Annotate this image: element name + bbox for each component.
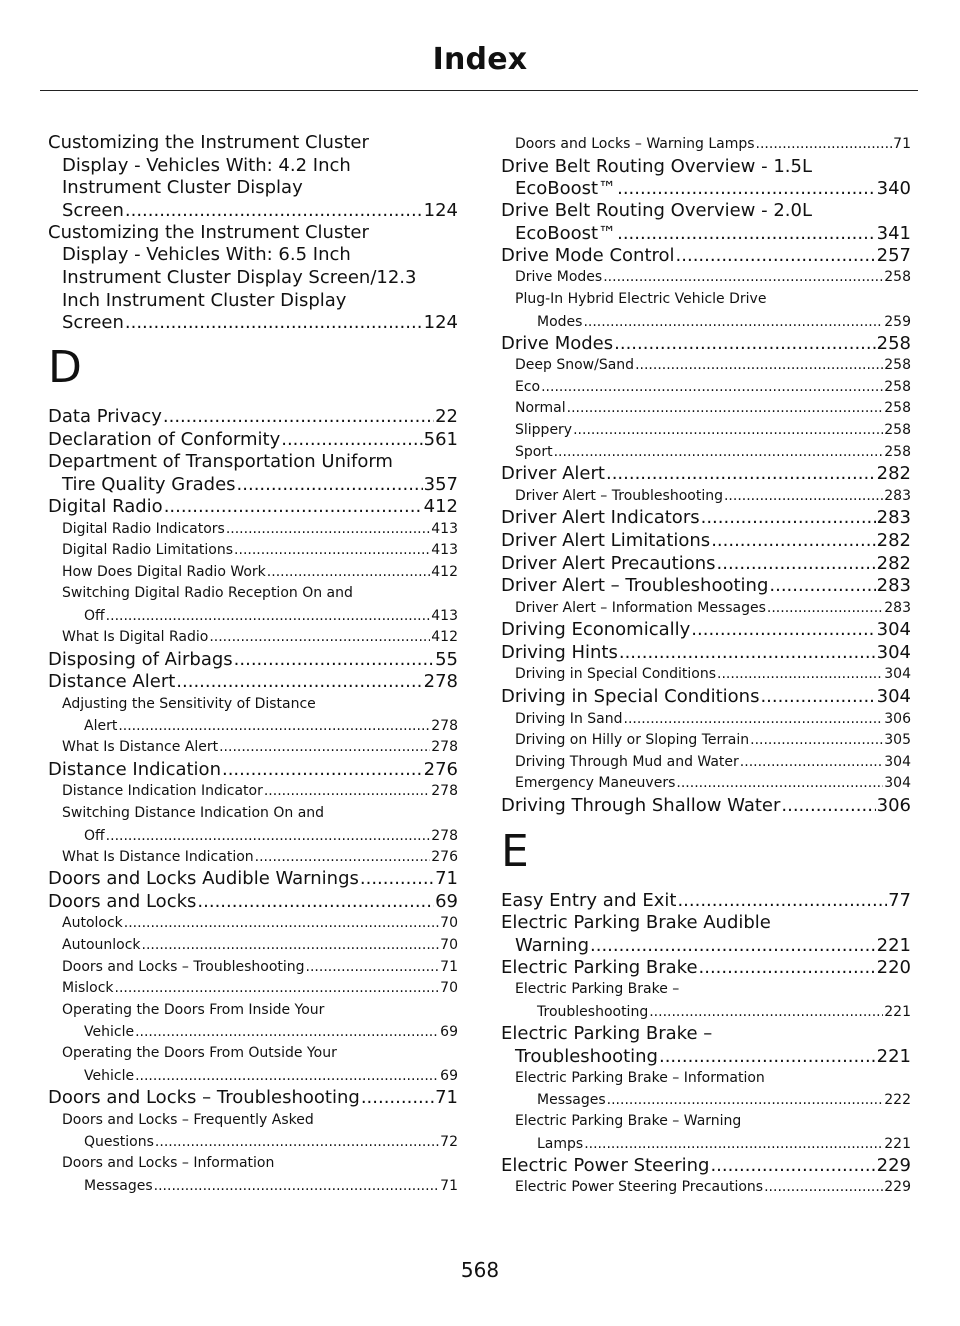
page-ref: 306 (884, 710, 911, 727)
index-entry[interactable]: Doors and Locks ..... 69 (48, 891, 458, 914)
page-ref: 221 (884, 1135, 911, 1152)
section-letter-e: E (501, 825, 529, 877)
index-subentry[interactable]: Switching Digital Radio Reception On and Off ..... 413 (48, 583, 458, 627)
page-ref: 561 (423, 428, 458, 450)
page-ref: 258 (884, 443, 911, 460)
page-ref: 357 (423, 473, 458, 495)
index-entry[interactable]: Drive Mode Control ..... 257 (501, 245, 911, 268)
page-ref: 276 (423, 758, 458, 780)
index-subentry[interactable]: Electric Parking Brake – Information Messages ..... 222 (501, 1068, 911, 1112)
index-subentry[interactable]: Normal ..... 258 (501, 398, 911, 420)
index-column-right (501, 134, 911, 1199)
index-entry[interactable]: Easy Entry and Exit ..... 77 (501, 890, 911, 913)
page-title: Index (432, 42, 528, 77)
page-ref: 220 (876, 956, 911, 978)
page-ref: 278 (431, 718, 458, 735)
index-subentry[interactable]: Electric Power Steering Precautions ..... 229 (501, 1177, 911, 1199)
index-subentry[interactable]: Operating the Doors From Outside Your Vehicle ..... 69 (48, 1043, 458, 1087)
page-ref: 278 (423, 671, 458, 693)
page-ref: 258 (884, 269, 911, 286)
index-subentry[interactable]: Driving on Hilly or Sloping Terrain ..... 305 (501, 730, 911, 752)
page-ref: 413 (431, 542, 458, 559)
page-ref: 71 (435, 868, 458, 890)
page-ref: 222 (884, 1092, 911, 1109)
index-entry[interactable]: Department of Transportation Uniform Tire Quality Grades ..... 357 (48, 451, 458, 496)
index-entry[interactable]: Driver Alert Limitations ..... 282 (501, 530, 911, 553)
index-subentry[interactable]: Drive Modes ..... 258 (501, 267, 911, 289)
page-ref: 229 (876, 1154, 911, 1176)
index-subentry[interactable]: Slippery ..... 258 (501, 420, 911, 442)
index-subentry[interactable]: Deep Snow/Sand ..... 258 (501, 355, 911, 377)
title-divider (40, 90, 918, 91)
index-subentry[interactable]: Mislock ..... 70 (48, 978, 458, 1000)
index-subentry[interactable]: Driving in Special Conditions ..... 304 (501, 664, 911, 686)
section-letter-d: D (48, 342, 82, 394)
index-entry[interactable]: Declaration of Conformity ..... 561 (48, 429, 458, 452)
page-ref: 413 (431, 520, 458, 537)
index-subentry[interactable]: Driver Alert – Troubleshooting ..... 283 (501, 486, 911, 508)
index-subentry[interactable]: Distance Indication Indicator ..... 278 (48, 781, 458, 803)
index-subentry[interactable]: Autolock ..... 70 (48, 913, 458, 935)
page-ref: 283 (876, 507, 911, 529)
page-ref: 305 (884, 732, 911, 749)
index-entry[interactable]: Digital Radio ..... 412 (48, 496, 458, 519)
index-entry[interactable]: Doors and Locks – Troubleshooting ..... 71 (48, 1087, 458, 1110)
page-ref: 69 (435, 890, 458, 912)
page-ref: 412 (431, 628, 458, 645)
index-subentry[interactable]: How Does Digital Radio Work ..... 412 (48, 562, 458, 584)
page-ref: 69 (440, 1024, 458, 1041)
page-ref: 258 (884, 421, 911, 438)
page-ref: 304 (884, 753, 911, 770)
page-ref: 341 (876, 222, 911, 244)
index-entry[interactable]: Customizing the Instrument Cluster Display - Vehicles With: 6.5 Inch Instrument Cluster Display Screen/12.3 Inch Instrument Cluster Display Screen ..... 124 (48, 222, 458, 334)
index-entry[interactable]: Driving Hints ..... 304 (501, 642, 911, 665)
page-ref: 282 (876, 463, 911, 485)
page-ref: 229 (884, 1179, 911, 1196)
index-subentry[interactable]: Doors and Locks – Frequently Asked Questions ..... 72 (48, 1110, 458, 1154)
page-ref: 70 (440, 980, 458, 997)
index-entry[interactable]: Driving Through Shallow Water ..... 306 (501, 795, 911, 818)
index-subentry[interactable]: Emergency Maneuvers ..... 304 (501, 773, 911, 795)
page-ref: 258 (884, 378, 911, 395)
index-subentry[interactable]: What Is Digital Radio ..... 412 (48, 627, 458, 649)
page-ref: 71 (440, 1177, 458, 1194)
page-ref: 221 (876, 934, 911, 956)
index-subentry[interactable]: What Is Distance Alert ..... 278 (48, 737, 458, 759)
index-subentry[interactable]: Plug-In Hybrid Electric Vehicle Drive Modes ..... 259 (501, 289, 911, 333)
page-ref: 259 (884, 313, 911, 330)
index-subentry[interactable]: Digital Radio Limitations ..... 413 (48, 540, 458, 562)
page-ref: 258 (876, 332, 911, 354)
page-ref: 278 (431, 783, 458, 800)
index-entry[interactable]: Driver Alert Indicators ..... 283 (501, 507, 911, 530)
index-entry[interactable]: Driver Alert Precautions ..... 282 (501, 553, 911, 576)
page-ref: 221 (884, 1004, 911, 1020)
page-number: 568 (460, 1258, 500, 1282)
page-ref: 304 (876, 686, 911, 708)
index-entry[interactable]: Distance Indication ..... 276 (48, 759, 458, 782)
page-ref: 71 (893, 136, 911, 152)
index-subentry[interactable]: Electric Parking Brake – Troubleshooting ..... 221 (501, 979, 911, 1023)
page-ref: 282 (876, 552, 911, 574)
page-ref: 304 (876, 619, 911, 641)
index-subentry[interactable]: Driving In Sand ..... 306 (501, 709, 911, 731)
index-subentry[interactable]: Operating the Doors From Inside Your Vehicle ..... 69 (48, 1000, 458, 1044)
index-entry[interactable]: Data Privacy ..... 22 (48, 406, 458, 429)
index-entry[interactable]: Electric Parking Brake ..... 220 (501, 957, 911, 980)
page-ref: 221 (876, 1045, 911, 1067)
page-ref: 278 (431, 739, 458, 756)
index-subentry[interactable]: Eco ..... 258 (501, 377, 911, 399)
index-subentry[interactable]: What Is Distance Indication ..... 276 (48, 847, 458, 869)
page-ref: 71 (440, 958, 458, 975)
page-ref: 282 (876, 529, 911, 551)
page-ref: 124 (423, 312, 458, 334)
page-ref: 278 (431, 827, 458, 844)
index-subentry[interactable]: Driver Alert – Information Messages ..... 283 (501, 598, 911, 620)
page-ref: 304 (876, 641, 911, 663)
page-ref: 283 (884, 487, 911, 504)
page-ref: 258 (884, 400, 911, 417)
page-ref: 412 (431, 563, 458, 580)
index-entry[interactable]: Doors and Locks Audible Warnings ..... 71 (48, 868, 458, 891)
index-entry[interactable]: Drive Modes ..... 258 (501, 333, 911, 356)
index-entry[interactable]: Customizing the Instrument Cluster Display - Vehicles With: 4.2 Inch Instrument Cluster Display Screen ..... 124 (48, 132, 458, 222)
page-ref: 412 (423, 495, 458, 517)
index-entry[interactable]: Electric Parking Brake Audible Warning ..... 221 (501, 912, 911, 957)
page-ref: 276 (431, 848, 458, 865)
index-entry[interactable]: Distance Alert ..... 278 (48, 671, 458, 694)
page-ref: 71 (435, 1087, 458, 1108)
page-ref: 257 (876, 244, 911, 266)
index-entry[interactable]: Drive Belt Routing Overview - 1.5L EcoBoost™ ..... 340 (501, 156, 911, 201)
index-column-left (48, 132, 458, 1197)
index-subentry[interactable]: Adjusting the Sensitivity of Distance Alert ..... 278 (48, 694, 458, 738)
index-subentry[interactable]: Doors and Locks – Troubleshooting ..... 71 (48, 957, 458, 979)
index-subentry[interactable]: Doors and Locks – Warning Lamps ..... 71 (501, 134, 911, 156)
page-ref: 72 (440, 1134, 458, 1151)
page-ref: 69 (440, 1068, 458, 1084)
page-ref: 304 (884, 775, 911, 792)
index-entry[interactable]: Driving Economically ..... 304 (501, 619, 911, 642)
index-entry[interactable]: Electric Power Steering ..... 229 (501, 1155, 911, 1178)
page-ref: 340 (876, 178, 911, 200)
index-subentry[interactable]: Driving Through Mud and Water ..... 304 (501, 752, 911, 774)
index-subentry[interactable]: Autounlock ..... 70 (48, 935, 458, 957)
index-subentry[interactable]: Doors and Locks – Information Messages ..... 71 (48, 1153, 458, 1197)
index-entry[interactable]: Electric Parking Brake – Troubleshooting ..... 221 (501, 1023, 911, 1068)
page-ref: 124 (423, 199, 458, 221)
index-subentry[interactable]: Electric Parking Brake – Warning Lamps ..... 221 (501, 1111, 911, 1155)
page-ref: 70 (440, 937, 458, 954)
page-ref: 22 (435, 406, 458, 428)
page-ref: 283 (876, 575, 911, 597)
page-ref: 283 (884, 599, 911, 616)
index-entry[interactable]: Disposing of Airbags ..... 55 (48, 649, 458, 672)
page-ref: 258 (884, 357, 911, 374)
index-entry[interactable]: Drive Belt Routing Overview - 2.0L EcoBoost™ ..... 341 (501, 200, 911, 245)
page-ref: 304 (884, 666, 911, 683)
index-subentry[interactable]: Switching Distance Indication On and Off ..... 278 (48, 803, 458, 847)
page-ref: 70 (440, 915, 458, 932)
page-ref: 55 (435, 648, 458, 670)
index-subentry[interactable]: Digital Radio Indicators ..... 413 (48, 519, 458, 541)
page-ref: 306 (876, 795, 911, 817)
index-entry[interactable]: Driving in Special Conditions ..... 304 (501, 686, 911, 709)
index-subentry[interactable]: Sport ..... 258 (501, 442, 911, 464)
index-entry[interactable]: Driver Alert ..... 282 (501, 463, 911, 486)
page-ref: 413 (431, 607, 458, 624)
page-ref: 77 (888, 889, 911, 911)
index-entry[interactable]: Driver Alert – Troubleshooting ..... 283 (501, 575, 911, 598)
